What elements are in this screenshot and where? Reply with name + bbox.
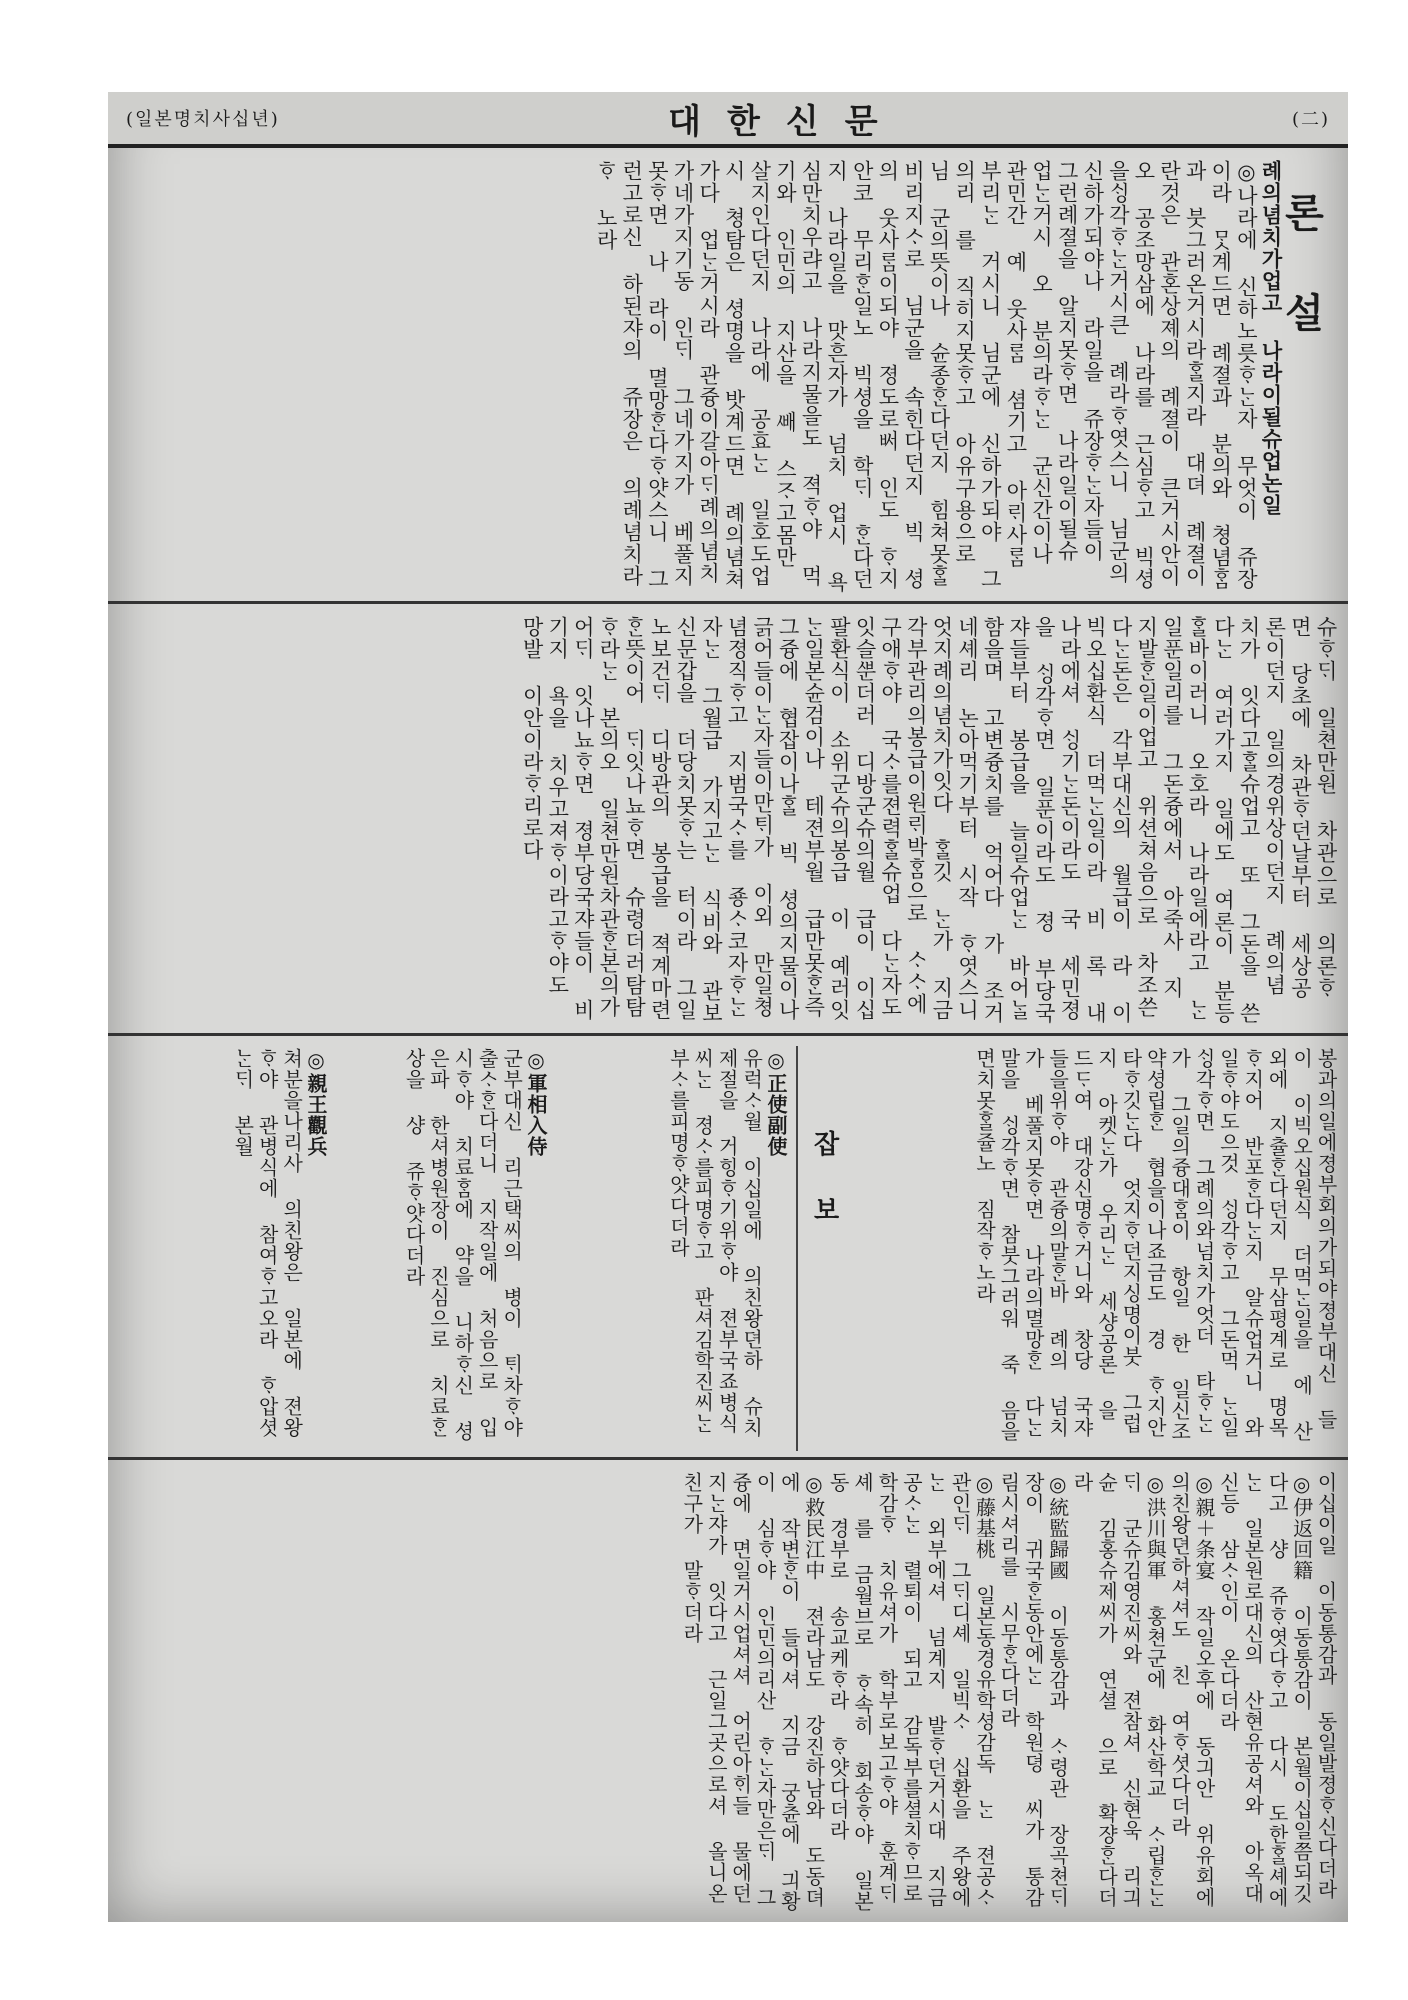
news-body: 쳐분을나리사 의친왕은 일본에 젼왕ᄒᆞ야 관병식에 참여ᄒᆞ고오라 ᄒᆞ압셧ᄂᆞᆫᄃᆡ 본월 xyxy=(230,1048,304,1438)
news-section-bottom xyxy=(108,1464,1348,1922)
news-paragraph: ◎藤基桃 일본동경유학셩감독 ᄂᆞᆫ 젼공ᄉᆞ관인ᄃᆡ 그ᄃᆡ디셰 일빅ᄉᆞ 십환을 주왕에ᄂᆞᆫ 외부에셔 넘계지 발ᄒᆞ던거시대 지금 공ᄉᆞᄂᆞᆫ 렬퇴이 되고 감독부를셜치ᄒᆞ므로 학감ᄒᆞ 치유셔가 학부로보고ᄒᆞ야 훈계ᄃᆡ셰 를 금월브로 ᄒᆞ속히 회송ᄒᆞ야 일본동 경부로 송교케ᄒᆞ라 ᄒᆞ얏다더라 xyxy=(826,1472,997,1912)
continuation-text: 슈ᄒᆞᄃᆡ 일쳔만원 차관으로 의론ᄒᆞ 면 당초에 차관ᄒᆞ던날부터 세상공 론이던지 일의경위상이던지 례의념 치가 잇다고ᄒᆞᆯ슈업고 또 그돈을 쓴 다ᄂᆞᆫ 여러가지 일에도 여론이 분등 ᄒᆞᆯ바이러니 오호라 나라일에라고 ᄂᆞᆫ 일푼일리를 그돈즁에서 아죽사 지 지발ᄒᆞᆫ일이업고 위션쳐음으로 차조쓴다ᄂᆞᆫ돈은 각부대신의 월급이 라 이빅오십환식 더먹ᄂᆞᆫ일이라 비 록 내나라에셔 ᄉᆡᆼ기ᄂᆞᆫ돈이라도 국 세민졍을 ᄉᆡᆼ각ᄒᆞ면 일푼이라도 졍 부당국쟈들부터 봉급을 늘일슈업ᄂᆞᆫ 바어ᄂᆞᆯ 함을며 고변즁치를 억어다 가 조거네셰리 논아먹기부터 시작 ᄒᆞ엿스니 엇지례의념치가잇다 ᄒᆞᆯ깃 ᄂᆞᆫ가 지금각부관리의봉급이원ᄅᆡ박ᄒᆞᆷ으로 ᄉᆞᄉᆞ에 구애ᄒᆞ야 국ᄉᆞ를젼력ᄒᆞᆯ슈업 다ᄂᆞᆫ자도 잇슬ᄲᅮᆫ더러 디방군슈의월 급이 이십팔환식이 소위군슈의봉급 이 예러잇ᄂᆞᆫ일본슌검이나 테젼부월 급만못ᄒᆞᆫ즉그즁에 협잡이나ᄒᆞᆯ 빅 셩의지물이나긁어들이ᄂᆞᆫ자들이만ᄐᆡ가 이외 만일쳥념졍직ᄒᆞ고 지범국ᄉᆞ를 죵ᄉᆞ코자ᄒᆞᄂᆞᆫ자ᄂᆞᆫ 그월급 가지고ᄂᆞᆫ 식비와 관보신문갑을 더당치못ᄒᆞ는 터이라 그일노보건ᄃᆡ 디방관의 봉급을 젹계마련ᄒᆞᆫ뜻이어 ᄃᆡ잇나뇨ᄒᆞ면 슈령더러탐탐ᄒᆞ라ᄂᆞᆫ 본의오 일쳔만원차관ᄒᆞᆫ본의가 어ᄃᆡ 잇나뇨ᄒᆞ면 졍부당국쟈들이 비기지 욕을 치우고져ᄒᆞ이라고ᄒᆞ야도 망발 이안이라ᄒᆞ리로다 xyxy=(520,616,1338,1024)
editorial-conclusion: 봉과의일에졍부회의가되야졍부대신 들이 이빅오십원식 더먹ᄂᆞᆫ일을 에 산외에 지츌ᄒᆞᆫ다던지 무삼평계로 명목ᄒᆞ지어 반포ᄒᆞᆫ다ᄂᆞᆫ지 알슈업거니 와 일ᄒᆞ야도으것 ᄉᆡᆼ각ᄒᆞ고 그돈먹 ᄂᆞᆫ일 ᄉᆡᆼ각ᄒᆞ면 그례의와넘치가엇더 타ᄒᆞᄂᆞᆫ가 그일의즁대ᄒᆞᆷ이 항일 한 일신조약셩립ᄒᆞᆫ 협을이나죠금도 경 ᄒᆞ지안타ᄒᆞ깃ᄂᆞᆫ다 엇지ᄒᆞ던지싱명이붓 그럽지 아켓ᄂᆞᆫ가 우리ᄂᆞᆫ 세샹공론 을 드ᄃᆞ여 대강신명ᄒᆞ거니와 창당 국쟈들을위ᄒᆞ야 관즁의말ᄒᆞᆫ바 례의 넘치가 베풀지못ᄒᆞ면 나라의멸망ᄒᆞᆫ 다ᄂᆞᆫ말을 ᄉᆡᆼ각ᄒᆞ면 참붓그러워 죽 음을 면치못ᄒᆞᆯ쥴노 짐작ᄒᆞ노라 xyxy=(972,1048,1338,1442)
news-paragraph: ◎救民江中 젼라남도 강진하남와 도동뎌에 작변ᄒᆞᆫ이 들어셔 지금 궁츈에 긔황이 심ᄒᆞ야 인민의리산 ᄒᆞᄂᆞᆫ자만은ᄃᆡ 그즁에 면일거시업셔셔 어린아ᄒᆡ들 물에던지ᄂᆞᆫ쟈가 잇다고 근일그곳으로셔 올니온친구가 말ᄒᆞ더라 xyxy=(679,1472,826,1912)
editorial-subtitle: 례의념치가업고 나라이될슈업논일 xyxy=(1259,160,1284,516)
newspaper-page xyxy=(108,92,1348,1922)
editorial-heading: 론설 xyxy=(1278,192,1325,392)
masthead xyxy=(108,92,1348,148)
page-number: (二) xyxy=(1291,109,1330,130)
column-continuation xyxy=(108,608,1348,1036)
news-paragraph: ◎親＋条宴 작일오후에 동긔안 위유회에 의친왕뎐하셔셔도 친 여ᄒᆞ셧다더라 xyxy=(1167,1472,1217,1908)
editorial-section xyxy=(108,152,1348,604)
news-body: 유럭ᄉᆞ월 이십일에 의친왕뎐하 슈치제절을 거힝ᄒᆞ기위ᄒᆞ야 젼부국죠병식씨ᄂᆞᆫ 졍ᄉᆞ를피명ᄒᆞ고 판셔김학진씨ᄂᆞᆫ 부ᄉᆞ를피명ᄒᆞ얏다더라 xyxy=(666,1048,764,1438)
section-heading-japbo: 잡보 xyxy=(809,1130,839,1262)
issue-date: (일본명치사십년) xyxy=(126,109,280,130)
editorial-text xyxy=(124,160,1284,593)
news-headline: ◎親王觀兵 xyxy=(304,1048,328,1157)
editorial-body: ◎나라에 신하노릇ᄒᆞᄂᆞᆫ자 무엇이 쥬장이라 ᄆᆞᆺ계드면 례졀과 분의와 쳥념ᄒᆞᆷ과 붓그러온거시라ᄒᆞᆯ지라 대뎌 례졀이란것은 관혼상졔의 례졀이 큰거시안이오 공조망삼에 나라를 근심ᄒᆞ고 빅셩을ᄉᆡᆼ각ᄒᆞᄂᆞᆫ거시큰 례라ᄒᆞ엿스니 님군의 신하가되야나 라일을 쥬장ᄒᆞᄂᆞᆫ자들이 그런례졀을 알지못ᄒᆞ면 나라일이될슈 업ᄂᆞᆫ거시 오 분의라ᄒᆞᄂᆞᆫ 군신간이나 관민간 예 웃사ᄅᆞᆷ 셤기고 아ᄅᆡ사ᄅᆞᆷ 부리ᄂᆞᆫ 거시니 님군에 신하가되야 그의리 를 직히지못ᄒᆞ고 아유구용으로 님 군의뜻이나 슌종ᄒᆞᆫ다던지 힘쳐못ᄒᆞᆯ 비리지ᄉᆞ로 님군을 속힌다던지 빅 셩의 웃사ᄅᆞᆷ이되야 졍도로ᄡᅥ 인도 ᄒᆞ지안코 무리ᄒᆞᆫ일노 빅셩을 학ᄃᆡ ᄒᆞᆫ다던지 나라일을 맛흔자가 넘치 업시 욕심만치우랴고 나라지물을도 젹ᄒᆞ야 먹기와 인민의 지산을 ᄲᅢ 스ᄌᆞ고몸만 살지인다던지 나라에 공효ᄂᆞᆫ 일호도업시 쳥탐은 셩명을 밧계드면 례의념쳐가다 업ᄂᆞᆫ거시라 관즁이갈아ᄃᆡ례의념치가네가지기동 인ᄃᆡ 그네가지가 베풀지못ᄒᆞ면 나 라이 멸망ᄒᆞᆫ다ᄒᆞ얏스니 그런고로신 하된쟈의 쥬장은 의례념치라 ᄒᆞ 노라 xyxy=(594,160,1259,593)
news-paragraph: ◎伊返回籍 이동통감이 본월이십일쯤되깃다고 샹 쥬ᄒᆞ엿다ᄒᆞ고 다시 도한ᄒᆞᆯ셰에ᄂᆞᆫ 일본원로대신의 산현유공셔와 아옥대신등 삼ᄉᆞ인이 온다더라 xyxy=(1216,1472,1314,1908)
news-paragraph: ◎洪川與軍 홍쳔군에 화산학교 ᄉᆞ립ᄒᆞᆫᄂᆞᆫᄃᆡ 군슈김영진씨와 젼참셔 신현욱 리긔슌 김홍슈제씨가 연셜 으로 확쟝ᄒᆞᆫ다더라 xyxy=(1070,1472,1168,1908)
newspaper-title: 대한신문 xyxy=(668,101,904,142)
bottom-news-text xyxy=(123,1472,1338,1914)
news-item xyxy=(338,1048,548,1449)
news-headline: ◎正使副使 xyxy=(764,1048,788,1157)
news-paragraph: ◎統監歸國 이동통감과 ᄉᆞ령관 장곡쳔ᄃᆡ장이 귀국ᄒᆞᆫ동안에ᄂᆞᆫ 학원뎡 씨가 통감림시셔리를 시무ᄒᆞᆫ다더라 xyxy=(996,1472,1070,1908)
news-paragraph: 이십이일 이동통감과 동일발졍ᄒᆞ신다더라 xyxy=(1314,1472,1338,1900)
news-item xyxy=(118,1048,328,1449)
column-divider xyxy=(796,1046,798,1451)
news-item xyxy=(558,1048,788,1449)
news-body: 군부대신 리근택씨의 병이 ᄐᆡ차ᄒᆞ야 출ᄉᆞᄒᆞᆫ다더니 지작일에 처음으로 입시ᄒᆞ야 치료ᄒᆞᆷ에 약을 니하ᄒᆞ신 셩은파 한셔병원장이 진심으로 치료ᄒᆞᆫ상을 샹 쥬ᄒᆞ얏다더라 xyxy=(402,1048,524,1442)
news-headline: ◎軍相入侍 xyxy=(524,1048,548,1157)
news-section xyxy=(108,1040,1348,1460)
